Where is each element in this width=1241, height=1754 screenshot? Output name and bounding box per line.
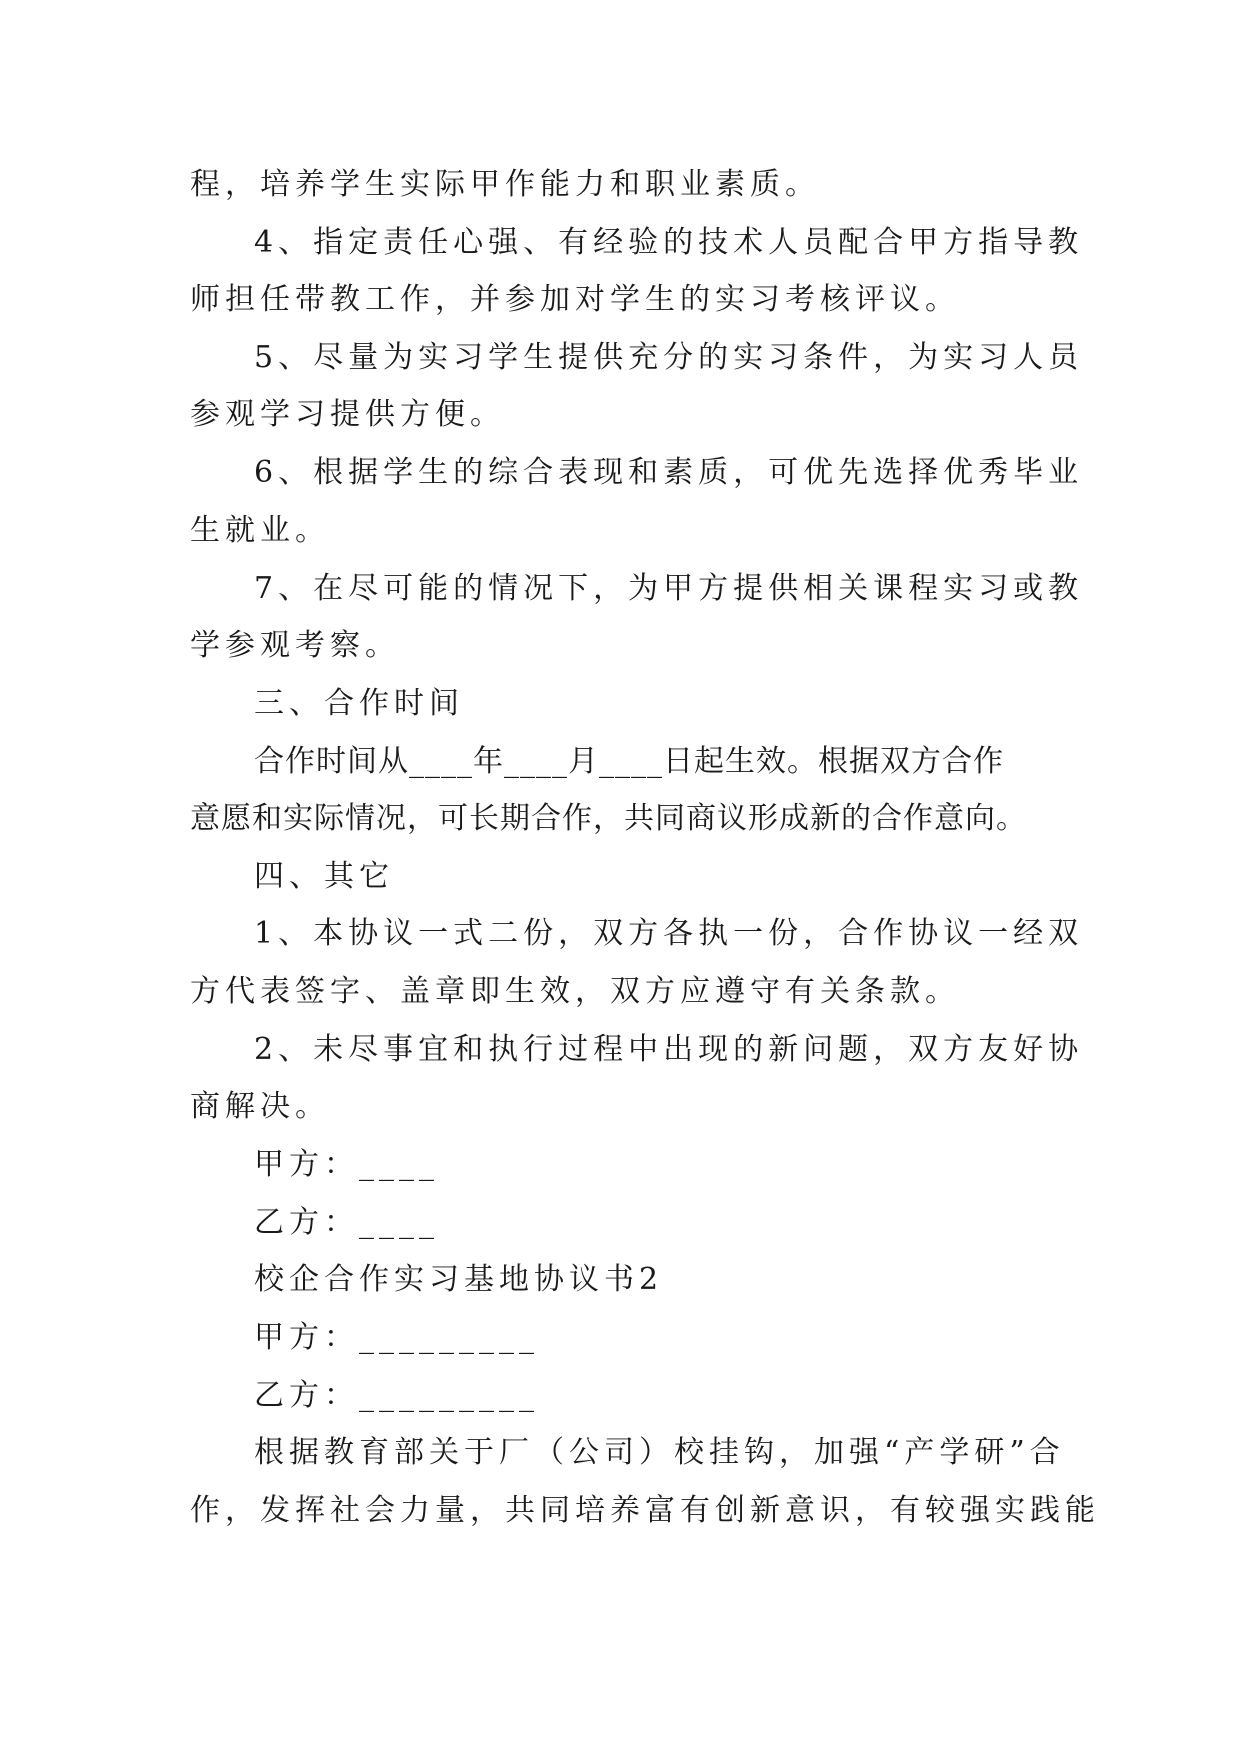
body-line: 商解决。	[190, 1089, 330, 1124]
body-line: 程，培养学生实际甲作能力和职业素质。	[190, 167, 820, 202]
body-line: 学参观考察。	[190, 628, 400, 663]
party-a-line: 甲方：_________	[254, 1320, 539, 1355]
section-heading: 四、其它	[254, 859, 394, 894]
body-line: 6、根据学生的综合表现和素质，可优先选择优秀毕业	[254, 455, 1084, 490]
party-a-signature-line: 甲方：____	[254, 1147, 439, 1182]
body-line: 5、尽量为实习学生提供充分的实习条件，为实习人员	[254, 340, 1084, 375]
body-line: 1、本协议一式二份，双方各执一份，合作协议一经双	[254, 916, 1084, 951]
body-line: 合作时间从____年____月____日起生效。根据双方合作	[254, 744, 1004, 779]
body-line: 意愿和实际情况，可长期合作，共同商议形成新的合作意向。	[190, 801, 1027, 836]
body-line: 4、指定责任心强、有经验的技术人员配合甲方指导教	[254, 225, 1084, 260]
body-line: 参观学习提供方便。	[190, 397, 505, 432]
party-b-signature-line: 乙方：____	[254, 1205, 439, 1240]
body-line: 方代表签字、盖章即生效，双方应遵守有关条款。	[190, 974, 960, 1009]
body-line: 7、在尽可能的情况下，为甲方提供相关课程实习或教	[254, 571, 1084, 606]
body-line: 2、未尽事宜和执行过程中出现的新问题，双方友好协	[254, 1032, 1084, 1067]
body-line: 师担任带教工作，并参加对学生的实习考核评议。	[190, 282, 960, 317]
body-line: 生就业。	[190, 513, 330, 548]
body-line: 根据教育部关于厂（公司）校挂钩，加强“产学研”合	[254, 1435, 1065, 1470]
section-heading: 三、合作时间	[254, 686, 464, 721]
body-line: 作，发挥社会力量，共同培养富有创新意识，有较强实践能	[190, 1493, 1100, 1528]
agreement-title: 校企合作实习基地协议书2	[254, 1262, 664, 1297]
party-b-line: 乙方：_________	[254, 1378, 539, 1413]
